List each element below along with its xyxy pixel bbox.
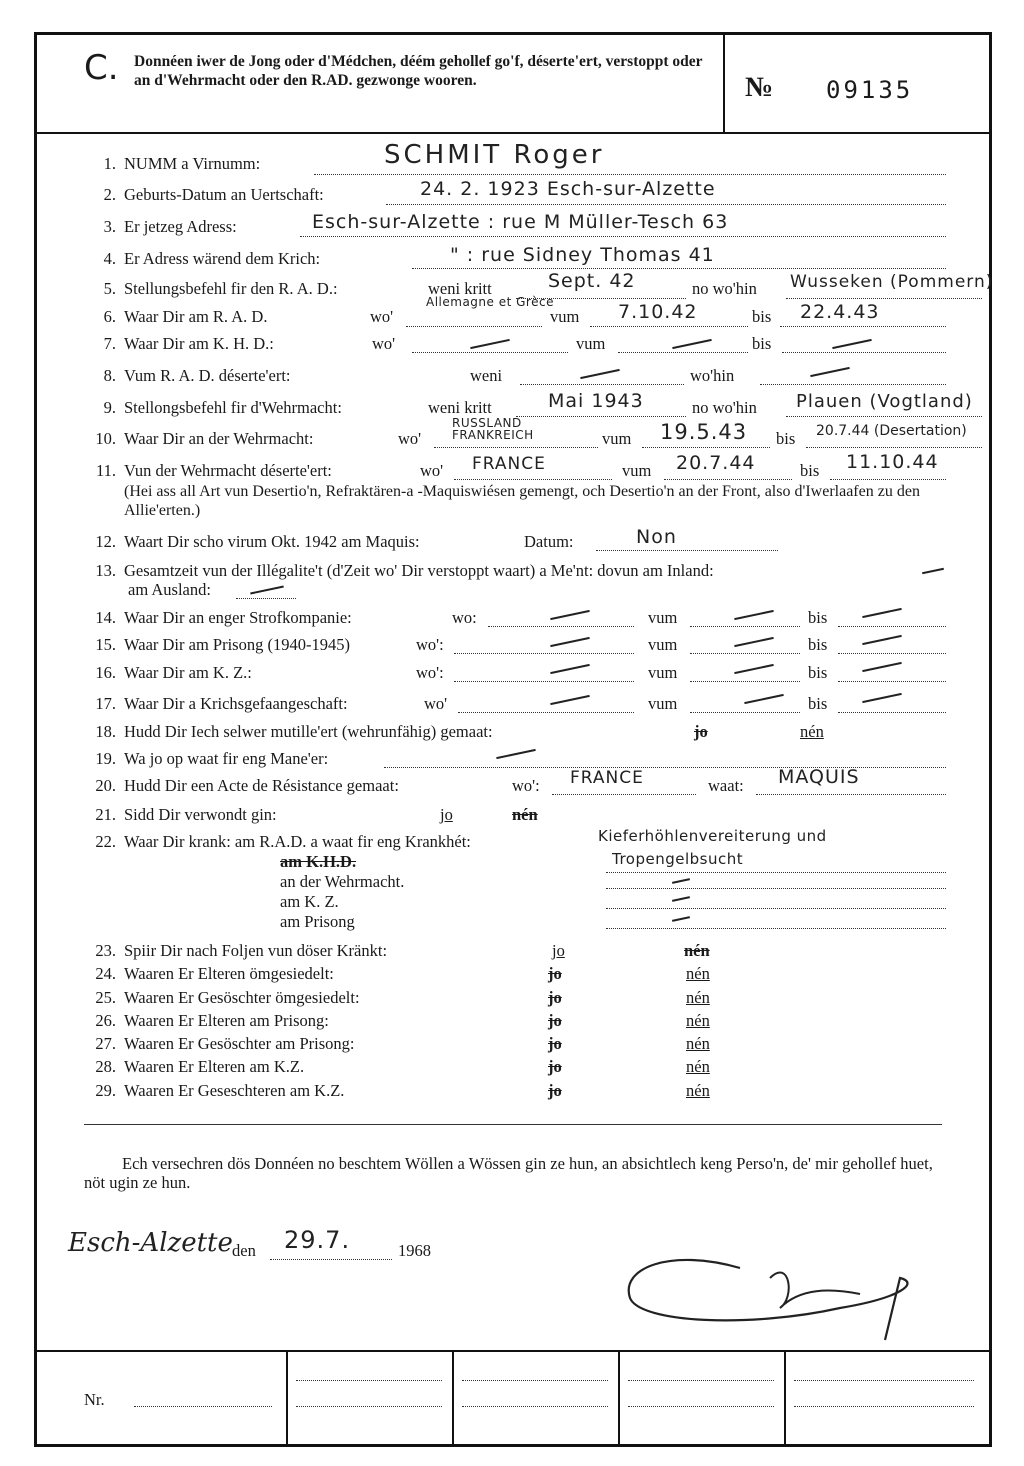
row-label: NUMM a Virnumm: [124,154,261,173]
weni-label: weni kritt [428,279,492,298]
row-number: 5. [103,279,116,298]
wehrmacht-order-date[interactable]: Mai 1943 [548,390,644,412]
row-label: Waaren Er Gesöschter am Prisong: [124,1034,355,1053]
field-line [606,908,946,909]
field-line [642,447,770,448]
field-line [690,653,800,654]
wo-label: wo' [370,307,394,326]
field-line [606,928,946,929]
sub-label-prisong: am Prisong [280,912,355,931]
row-number: 24. [95,964,116,983]
nen-option[interactable]: nén [686,964,710,983]
empty-dash [832,339,872,349]
row-number: 3. [103,217,116,236]
footer-nr-label: Nr. [84,1390,105,1409]
empty-dash [672,339,712,349]
footer-line [462,1406,608,1407]
row-label: Waaren Er Elteren am Prisong: [124,1011,329,1030]
bis-label: bis [808,608,828,627]
footer-column-separator [286,1352,288,1444]
row-number: 10. [95,429,116,448]
field-line [412,352,568,353]
maquis-date[interactable]: Non [636,526,677,548]
wohin-label: no wo'hin [692,279,757,298]
row-number: 9. [103,398,116,417]
footer-column-separator [452,1352,454,1444]
wohin-label: wo'hin [690,366,735,385]
row-number: 16. [95,663,116,682]
field-line [664,479,792,480]
bis-label: bis [752,307,772,326]
jo-option[interactable]: jo [548,1034,562,1053]
row-number: 26. [95,1011,116,1030]
empty-dash [550,637,590,647]
row-number: 22. [95,832,116,851]
sub-label-khd: am K.H.D. [280,852,357,871]
field-line [690,626,800,627]
field-line [618,352,748,353]
field-line [270,1259,392,1260]
wo-label: wo': [416,635,444,654]
bis-label: bis [808,635,828,654]
row-number: 25. [95,988,116,1007]
footer-line [794,1406,974,1407]
field-line [520,384,684,385]
nen-option[interactable]: nén [686,1081,710,1100]
row-number: 15. [95,635,116,654]
vum-label: vum [550,307,580,326]
field-line [384,767,946,768]
field-line [552,794,696,795]
field-line [454,479,612,480]
field-line [300,236,946,237]
empty-dash [672,878,690,884]
field-line [386,204,946,205]
jo-option[interactable]: jo [548,964,562,983]
declaration-divider [84,1124,942,1125]
field-line [606,872,946,873]
row-label: Waaren Er Elteren am K.Z. [124,1057,305,1076]
field-line [690,681,800,682]
desertion-location[interactable]: FRANCE [472,454,546,474]
wehrmacht-from[interactable]: 19.5.43 [660,420,748,444]
sub-label-wehrmacht: an der Wehrmacht. [280,872,405,891]
number-sign: № [745,72,774,103]
row-label: Waar Dir krank: am R.A.D. a waat fir eng Krankhét: [124,832,471,851]
row-number: 23. [95,941,116,960]
rad-order-date[interactable]: Sept. 42 [548,270,636,292]
nen-option[interactable]: nén [684,941,710,960]
waat-label: waat: [708,776,744,795]
row-label: Waar Dir an enger Strofkompanie: [124,608,352,627]
jo-option[interactable]: jo [552,941,565,960]
empty-dash [862,662,902,672]
row-label: Er jetzeg Adress: [124,217,237,236]
wo-label: wo' [398,429,422,448]
row-label: Waar Dir an der Wehrmacht: [124,429,314,448]
row-label: Stellongsbefehl fir d'Wehrmacht: [124,398,342,417]
vum-label: vum [648,694,678,713]
row-label: Waaren Er Gesöschter ömgesiedelt: [124,988,360,1007]
empty-dash [672,916,690,922]
rad-to[interactable]: 22.4.43 [800,301,880,323]
row-number: 18. [95,722,116,741]
wo-label: wo': [416,663,444,682]
footer-line [296,1406,442,1407]
wehrmacht-destination[interactable]: Plauen (Vogtland) [796,391,973,412]
row-number: 6. [103,307,116,326]
jo-option[interactable]: jo [548,1081,562,1100]
wo-label: wo' [420,461,444,480]
empty-dash [734,637,774,647]
footer-line [628,1380,774,1381]
footer-column-separator [618,1352,620,1444]
ausland-label: am Ausland: [128,580,211,599]
header-number-separator [723,32,725,132]
rad-from[interactable]: 7.10.42 [618,301,698,323]
field-line [454,681,634,682]
row-number: 29. [95,1081,116,1100]
field-line [838,653,946,654]
row-label: Waaren Er Geseschteren am K.Z. [124,1081,345,1100]
datum-label: Datum: [524,532,574,551]
empty-dash [744,694,784,704]
vum-label: vum [576,334,606,353]
row-number: 28. [95,1057,116,1076]
row-label: Waaren Er Elteren ömgesiedelt: [124,964,334,983]
row-number: 20. [95,776,116,795]
field-line [236,598,296,599]
row-label: Waar Dir am K. Z.: [124,663,252,682]
illness-field[interactable]: Kieferhöhlenvereiterung und [598,827,827,845]
jo-option[interactable]: jo [694,722,708,741]
footer-divider [37,1350,989,1352]
jo-option[interactable]: jo [548,988,562,1007]
row-number: 12. [95,532,116,551]
row-number: 7. [103,334,116,353]
empty-dash [580,369,620,379]
empty-dash [734,664,774,674]
row-number: 27. [95,1034,116,1053]
jo-option[interactable]: jo [548,1057,562,1076]
bis-label: bis [808,694,828,713]
row-label: Wa jo op waat fir eng Mane'er: [124,749,329,768]
row-number: 2. [103,185,116,204]
vum-label: vum [648,663,678,682]
weni-label: weni [470,366,503,385]
field-line [488,626,634,627]
address-field[interactable]: Esch-sur-Alzette : rue M Müller-Tesch 63 [312,211,729,233]
row-label: Waar Dir a Krichsgefaangeschaft: [124,694,348,713]
row-label: Geburts-Datum an Uertschaft: [124,185,324,204]
footer-line [462,1380,608,1381]
resistance-type[interactable]: MAQUIS [778,766,860,788]
signature-date[interactable]: 29.7. [284,1226,351,1254]
empty-dash [250,585,284,594]
empty-dash [734,610,774,620]
frame-bottom-border [34,1444,992,1447]
vum-label: vum [622,461,652,480]
row-number: 19. [95,749,116,768]
row-label: Vum R. A. D. déserte'ert: [124,366,291,385]
field-line [838,712,946,713]
signature-image [600,1228,940,1348]
bis-label: bis [800,461,820,480]
row-number: 21. [95,805,116,824]
field-line [838,626,946,627]
desertion-to[interactable]: 11.10.44 [846,451,939,473]
field-line [760,384,946,385]
empty-dash [922,568,944,575]
field-line [838,681,946,682]
empty-dash [862,608,902,618]
row-label: Sidd Dir verwondt gin: [124,805,277,824]
empty-dash [470,339,510,349]
row-label: Hudd Dir een Acte de Résistance gemaat: [124,776,399,795]
nen-option[interactable]: nén [512,805,538,824]
jo-option[interactable]: jo [440,805,453,824]
field-line [412,268,946,269]
row-label: Stellungsbefehl fir den R. A. D.: [124,279,338,298]
signature-year: 1968 [398,1241,431,1260]
row-label: Waar Dir am K. H. D.: [124,334,274,353]
weni-label: weni kritt [428,398,492,417]
bis-label: bis [808,663,828,682]
header-divider [37,132,989,134]
vum-label: vum [648,608,678,627]
resistance-location[interactable]: FRANCE [570,768,644,788]
empty-dash [672,896,690,902]
wo-label: wo' [424,694,448,713]
empty-dash [550,664,590,674]
field-line [756,794,946,795]
wo-label: wo' [372,334,396,353]
desertion-note: (Hei ass all Art vun Desertio'n, Refraktären-a -Maquiswiésen gemengt, och Desertio'n an der Front, also d'Iwerlaafen zu den Allie'erten.) [124,483,920,519]
row-number: 11. [95,461,116,480]
footer-line [794,1380,974,1381]
row-number: 4. [103,249,116,268]
nen-option[interactable]: nén [686,988,710,1007]
footer-column-separator [784,1352,786,1444]
den-label: den [232,1241,256,1260]
document-number: 09135 [826,76,914,104]
row-number: 17. [95,694,116,713]
row-label: Waart Dir scho virum Okt. 1942 am Maquis: [124,532,420,551]
row-label: Er Adress wärend dem Krich: [124,249,321,268]
field-line [406,326,542,327]
row-label: Waar Dir am Prisong (1940-1945) [124,635,350,654]
field-line [806,447,982,448]
wehrmacht-to[interactable]: 20.7.44 (Desertation) [816,423,967,439]
frame-left-border [34,32,37,1446]
empty-dash [496,749,536,759]
field-line [434,447,598,448]
footer-line [628,1406,774,1407]
row-label: Hudd Dir Iech selwer mutille'ert (wehrunfähig) gemaat: [124,722,493,741]
field-line [596,550,778,551]
rad-destination[interactable]: Wusseken (Pommern) [790,272,994,292]
rad-location[interactable]: Allemagne et Grèce [426,295,554,309]
footer-line [296,1380,442,1381]
sub-label-kz: am K. Z. [280,892,339,911]
nen-option[interactable]: nén [686,1034,710,1053]
row-label: Spiir Dir nach Foljen vun döser Kränkt: [124,941,388,960]
war-address-field[interactable]: " : rue Sidney Thomas 41 [450,244,715,266]
wehrmacht-location[interactable]: RUSSLAND FRANKREICH [452,416,534,442]
frame-right-border [989,32,992,1446]
nen-option[interactable]: nén [686,1057,710,1076]
row-number: 13. [95,561,116,580]
desertion-from[interactable]: 20.7.44 [676,452,756,474]
empty-dash [862,693,902,703]
field-line [782,352,946,353]
empty-dash [550,695,590,705]
row-number: 1. [103,154,116,173]
nen-option[interactable]: nén [686,1011,710,1030]
frame-top-border [34,32,992,35]
birth-field[interactable]: 24. 2. 1923 Esch-sur-Alzette [420,178,716,200]
header-title: Donnéen iwer de Jong oder d'Médchen, déém gehollef go'f, déserte'ert, verstoppt oder an d'Wehrmacht oder den R.AD. gezwonge wooren. [134,53,703,89]
row-label: Gesamtzeit vun der Illégalite't (d'Zeit wo' Dir verstoppt waart) a Me'nt: dovun am Inland: [124,561,714,580]
vum-label: vum [648,635,678,654]
vum-label: vum [602,429,632,448]
jo-option[interactable]: jo [548,1011,562,1030]
empty-dash [810,367,850,377]
nen-option[interactable]: nén [800,722,824,741]
field-line [780,326,946,327]
footer-nr-line [134,1406,272,1407]
illness-field-2[interactable]: Tropengelbsucht [612,850,744,868]
row-number: 14. [95,608,116,627]
field-line [690,712,800,713]
wohin-label: no wo'hin [692,398,757,417]
empty-dash [862,635,902,645]
signature-place[interactable]: Esch-Alzette [68,1228,233,1258]
name-field[interactable]: SCHMIT Roger [384,140,605,170]
row-number: 8. [103,366,116,385]
row-label: Vun der Wehrmacht déserte'ert: [124,461,332,480]
declaration-text: Ech versechren dös Donnéen no beschtem Wöllen a Wössen gin ze hun, an absichtlech keng Perso'n, de' mir gehollef huet, nöt ugin ze hun. [84,1154,933,1192]
field-line [454,653,634,654]
bis-label: bis [776,429,796,448]
empty-dash [550,610,590,620]
wo-label: wo': [512,776,540,795]
field-line [830,479,946,480]
section-letter: C. [84,48,119,88]
field-line [458,712,634,713]
bis-label: bis [752,334,772,353]
field-line [786,416,982,417]
field-line [314,174,946,175]
wo-label: wo: [452,608,477,627]
field-line [590,326,748,327]
row-label: Waar Dir am R. A. D. [124,307,268,326]
field-line [606,888,946,889]
field-line [786,298,982,299]
